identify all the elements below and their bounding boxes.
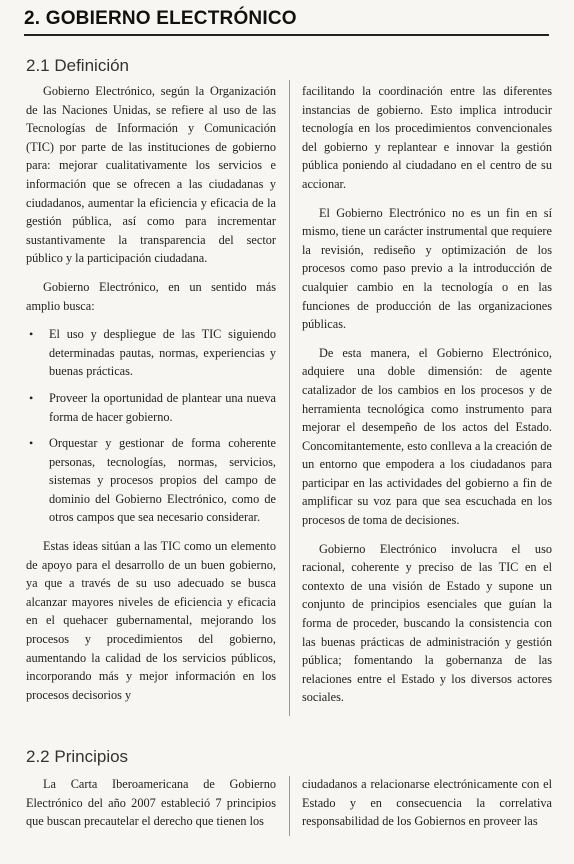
- paragraph: La Carta Iberoamericana de Gobierno Electrónico del año 2007 estableció 7 principios que buscan precautelar el derecho que tienen los: [26, 777, 276, 829]
- section-2-right-column: [302, 775, 552, 841]
- paragraph: El Gobierno Electrónico no es un fin en sí mismo, tiene un carácter instrumental que requiere la revisión, rediseño y optimización de los procesos como paso previo a la introducción de cualquier cambio en la tecnología o en las funciones de producción de las organizaciones públicas.: [302, 205, 552, 332]
- section-1-left-column: [26, 82, 276, 714]
- paragraph: ciudadanos a relacionarse electrónicamente con el Estado y en consecuencia la correlativa responsabilidad de los Gobiernos en proveer las: [302, 777, 552, 829]
- bullet-list: [26, 325, 276, 527]
- column-divider: [289, 776, 290, 836]
- paragraph: De esta manera, el Gobierno Electrónico, adquiere una doble dimensión: de agente catalizador de los cambios en los procesos y de herramienta tecnológica como instrumento para mejorar el desempeño de los actos del Estado. Concomitantemente, esto conlleva a la creación de un entorno que empodera a los ciudadanos para participar en las actividades del gobierno a fin de amplificar su voz para que sea escuchada en los procesos de toma de decisiones.: [302, 345, 552, 528]
- list-item: • Proveer la oportunidad de plantear una nueva forma de hacer gobierno.: [26, 389, 276, 426]
- paragraph: Gobierno Electrónico, en un sentido más amplio busca:: [26, 279, 276, 313]
- list-item: • Orquestar y gestionar de forma coherente personas, tecnologías, normas, servicios, sistemas y procesos propios del campo de dominio del Gobierno Electrónico, como de otros campos que sea necesario considerar.: [26, 434, 276, 527]
- section-heading-definicion: 2.1 Definición: [26, 56, 130, 75]
- paragraph: Gobierno Electrónico, según la Organización de las Naciones Unidas, se refiere al uso de las Tecnologías de Información y Comunicación (TIC) por parte de las instituciones de gobierno para: mejorar cualitativamente los servicios e información que se ofrecen a las ciudadanas y ciudadanos, aumentar la eficiencia y eficacia de la gestión pública, así como para incrementar sustantivamente la transparencia del sector público y la participación ciudadana.: [26, 84, 276, 266]
- list-item: • El uso y despliegue de las TIC siguiendo determinadas pautas, normas, experiencias y buenas prácticas.: [26, 325, 276, 381]
- section-2-left-column: [26, 775, 276, 841]
- section-heading-principios: 2.2 Principios: [26, 747, 129, 766]
- paragraph: facilitando la coordinación entre las diferentes instancias de gobierno. Esto implica introducir tecnología en los procedimientos convencionales del gobierno y replantear e innovar la gestión pública poniendo al ciudadano en el centro de su accionar.: [302, 84, 552, 191]
- chapter-rule: [24, 34, 549, 36]
- paragraph: Estas ideas sitúan a las TIC como un elemento de apoyo para el desarrollo de un buen gobierno, ya que a través de su uso adecuado se busca alcanzar mayores niveles de eficiencia y eficacia en el quehacer gubernamental, mejorando los procesos y procedimientos del gobierno, aumentando la calidad de los servicios públicos, incorporando más y mejor información en los procesos decisorios y: [26, 539, 276, 702]
- chapter-title: 2. GOBIERNO ELECTRÓNICO: [24, 8, 297, 29]
- paragraph: Gobierno Electrónico involucra el uso racional, coherente y preciso de las TIC en el contexto de una visión de Estado y supone un conjunto de principios esenciales que guían la forma de proceder, buscando la consistencia con las buenas prácticas de administración y gestión pública; fomentando la gobernanza de las relaciones entre el Estado y los diversos actores sociales.: [302, 541, 552, 705]
- section-1-right-column: [302, 82, 552, 717]
- column-divider: [289, 80, 290, 716]
